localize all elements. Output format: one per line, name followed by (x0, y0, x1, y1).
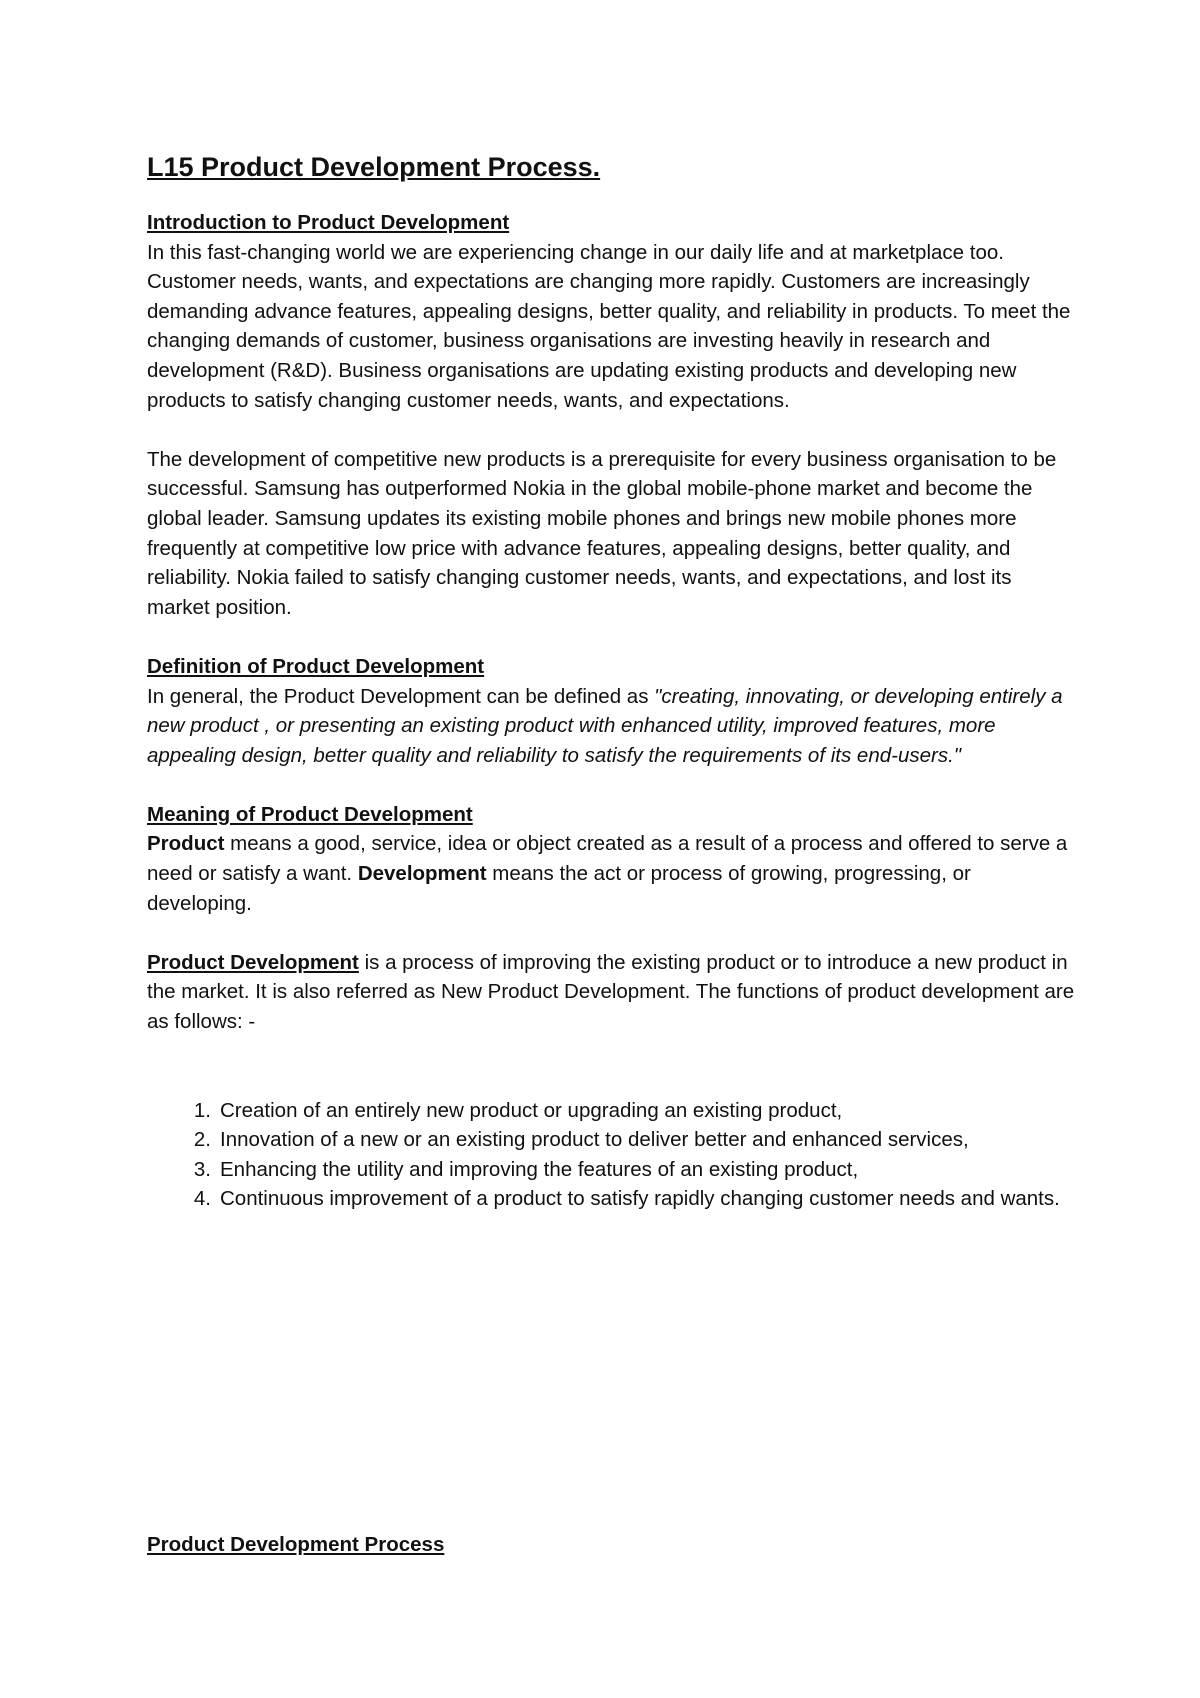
list-item-text: Continuous improvement of a product to satisfy rapidly changing customer needs and wants. (220, 1187, 1060, 1211)
list-item (193, 1184, 1077, 1214)
intro-paragraph-2: The development of competitive new products is a prerequisite for every business organisation to be successful. Samsung has outperformed Nokia in the global mobile-phone market and become the global leader. Samsung updates its existing mobile phones and brings new mobile phones more frequently at competitive low price with advance features, appealing designs, better quality, and reliability. Nokia failed to satisfy changing customer needs, wants, and expectations, and lost its market position. (147, 447, 1057, 619)
list-item-text: Creation of an entirely new product or upgrading an existing product, (220, 1098, 843, 1122)
definition-lead: In general, the Product Development can be defined as (147, 684, 655, 708)
term-product-development: Product Development (147, 950, 359, 974)
intro-paragraph-1: In this fast-changing world we are experiencing change in our daily life and at marketplace too. Customer needs, wants, and expectations are changing more rapidly. Customers are increasingly demanding advance features, appealing designs, better quality, and reliability in products. To meet the changing demands of customer, business organisations are investing heavily in research and development (R&D). Business organisations are updating existing products and developing new products to satisfy changing customer needs, wants, and expectations. (147, 240, 1071, 412)
list-item-number: 2. (193, 1128, 211, 1152)
term-development: Development (357, 862, 487, 886)
functions-list (147, 1096, 1077, 1214)
definition-heading: Definition of Product Development (147, 654, 485, 678)
definition-quote: "creating, innovating, or developing entirely a new product , or presenting an existing product with enhanced utility, improved features, more appealing design, better quality and reliability to satisfy the requirements of its end-users." (147, 684, 1063, 767)
meaning-paragraph-2 (147, 948, 1077, 1037)
meaning-text-1: means a good, service, idea or object created as a result of a process and offered to serve a need or satisfy a want. (147, 832, 1068, 886)
term-product: Product (147, 832, 225, 856)
definition-paragraph (147, 682, 1077, 771)
intro-heading: Introduction to Product Development (147, 211, 510, 234)
process-heading: Product Development Process (147, 1533, 445, 1556)
list-item-text: Enhancing the utility and improving the features of an existing product, (220, 1157, 859, 1181)
meaning-text-3: is a process of improving the existing product or to introduce a new product in the market. It is also referred as New Product Development. The functions of product development are as follows: - (147, 950, 1075, 1034)
list-item-number: 4. (193, 1187, 211, 1211)
list-item (193, 1125, 1077, 1155)
meaning-heading: Meaning of Product Development (147, 802, 473, 826)
list-item-number: 1. (193, 1098, 211, 1122)
list-item-text: Innovation of a new or an existing product to deliver better and enhanced services, (220, 1128, 969, 1152)
list-item (193, 1096, 1077, 1126)
list-item-number: 3. (193, 1157, 211, 1181)
meaning-paragraph-1 (147, 829, 1077, 918)
document-title: L15 Product Development Process. (147, 152, 601, 182)
meaning-text-2: means the act or process of growing, progressing, or developing. (147, 862, 971, 915)
document-body (147, 150, 1077, 1214)
list-item (193, 1155, 1077, 1185)
